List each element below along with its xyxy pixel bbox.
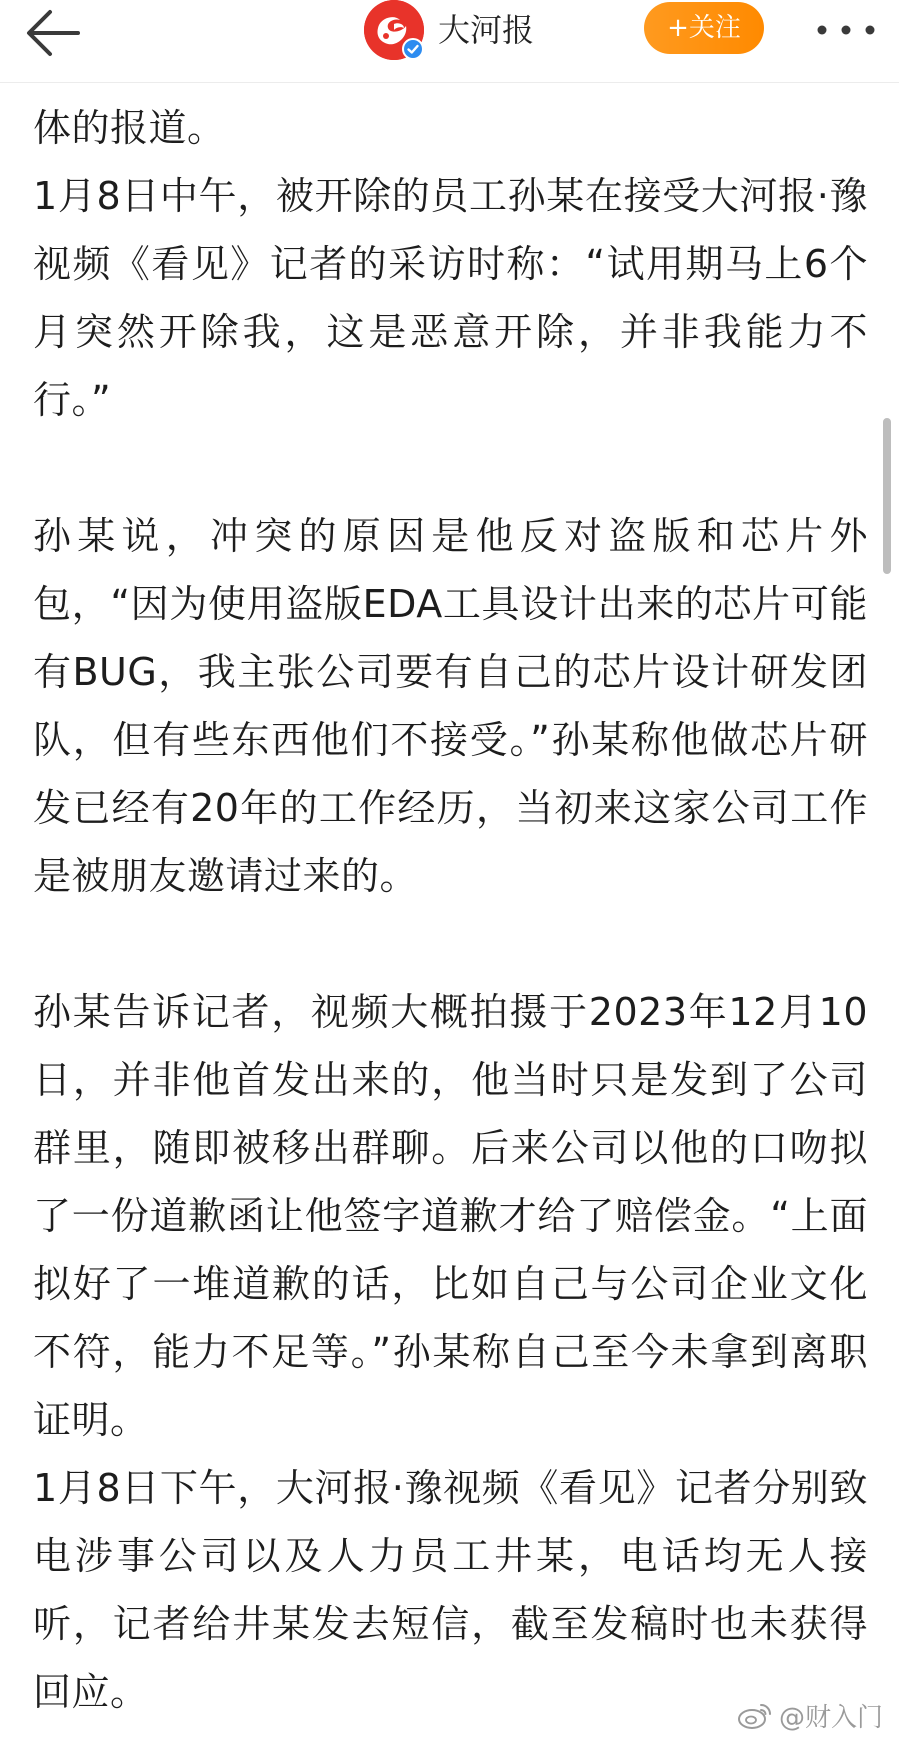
article-paragraph: 1月8日下午，大河报·豫视频《看见》记者分别致电涉事公司以及人力员工井某，电话均无人接听，记者给井某发去短信，截至发稿时也未获得回应。 <box>33 1466 868 1714</box>
account-name[interactable]: 大河报 <box>438 11 535 49</box>
article-paragraph: 孙某告诉记者，视频大概拍摄于2023年12月10日，并非他首发出来的，他当时只是发到了公司群里，随即被移出群聊。后来公司以他的口吻拟了一份道歉函让他签字道歉才给了赔偿金。“上面拟好了一堆道歉的话，比如自己与公司企业文化不符，能力不足等。”孙某称自己至今未拿到离职证明。 <box>33 990 868 1442</box>
weibo-icon <box>737 1700 773 1730</box>
verified-badge-icon <box>404 40 422 58</box>
watermark-text: @财入门 <box>778 1702 883 1733</box>
back-button[interactable] <box>18 4 90 62</box>
arrow-left-icon <box>18 4 90 62</box>
article-paragraph: 体的报道。 <box>33 106 226 150</box>
more-options-button[interactable] <box>808 10 884 50</box>
watermark <box>737 1695 883 1735</box>
article-body <box>0 82 899 1745</box>
verified-badge <box>402 38 424 60</box>
article-paragraph: 孙某说，冲突的原因是他反对盗版和芯片外包，“因为使用盗版EDA工具设计出来的芯片可能有BUG，我主张公司要有自己的芯片设计研发团队，但有些东西他们不接受。”孙某称他做芯片研发已经有20年的工作经历，当初来这家公司工作是被朋友邀请过来的。 <box>33 514 868 898</box>
scrollbar-thumb[interactable] <box>883 418 891 574</box>
more-dots-icon <box>808 10 884 50</box>
top-nav-bar <box>0 0 899 83</box>
article-paragraph: 1月8日中午，被开除的员工孙某在接受大河报·豫视频《看见》记者的采访时称：“试用期马上6个月突然开除我，这是恶意开除，并非我能力不行。” <box>33 174 868 422</box>
follow-button[interactable]: +关注 <box>644 2 764 54</box>
